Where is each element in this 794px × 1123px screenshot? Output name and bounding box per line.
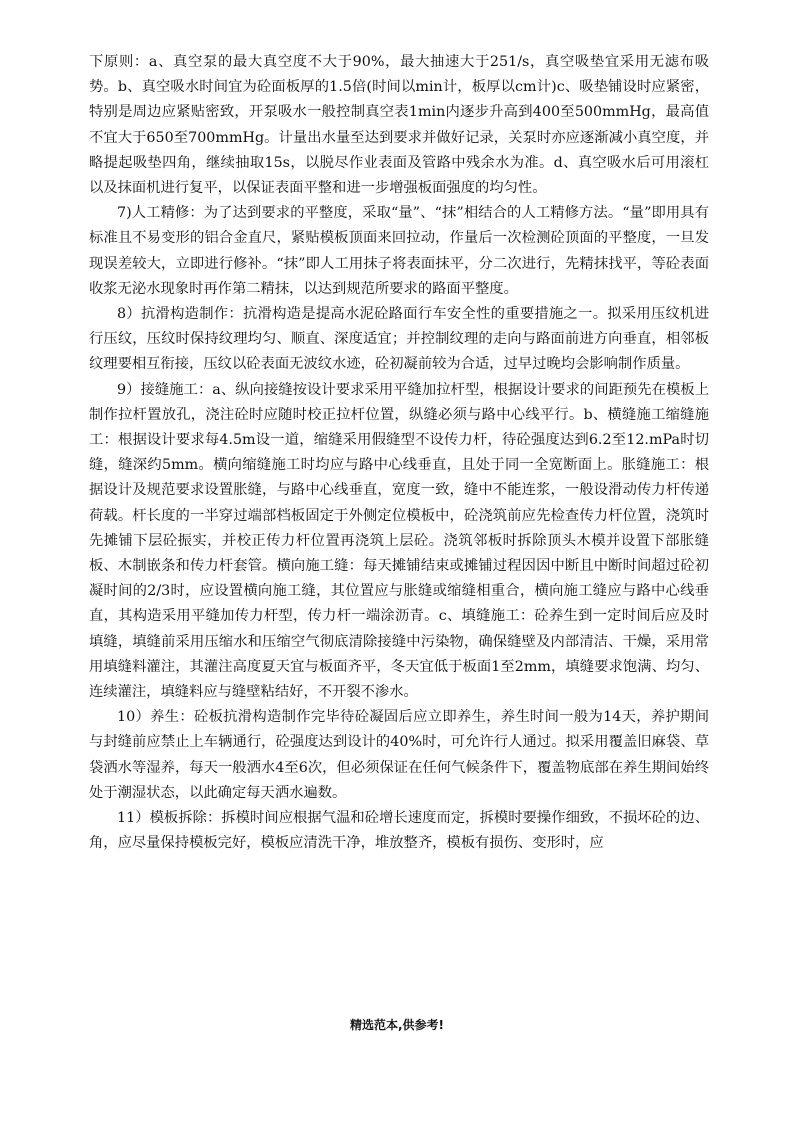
paragraph-joint-construction: 9）接缝施工：a、纵向接缝按设计要求采用平缝加拉杆型，根据设计要求的间距预先在模板上制作拉杆置放孔，浇注砼时应随时校正拉杆位置，纵缝必须与路中心线平行。b、横缝施工缩缝施工：根据设计要求每4.5m设一道，缩缝采用假缝型不设传力杆，待砼强度达到6.2至12.mPa时切缝，缝深约5mm。横向缩缝施工时均应与路中心线垂直，且处于同一全宽断面上。胀缝施工：根据设计及规范要求设置胀缝，与路中心线垂直，宽度一致，缝中不能连浆，一般设滑动传力杆传递荷载。杆长度的一半穿过端部档板固定于外侧定位模板中，砼浇筑前应先检查传力杆位置，浇筑时先摊铺下层砼振实，并校正传力杆位置再浇筑上层砼。浇筑邻板时拆除顶头木模并设置下部胀缝板、木制嵌条和传力杆套管。横向施工缝：每天摊铺结束或摊铺过程因因中断且中断时间超过砼初凝时间的2/3时，应设置横向施工缝，其位置应与胀缝或缩缝相重合，横向施工缝应与路中心线垂直，其构造采用平缝加传力杆型，传力杆一端涂沥青。c、填缝施工：砼养生到一定时间后应及时填缝，填缝前采用压缩水和压缩空气彻底清除接缝中污染物，确保缝壁及内部清洁、干燥，采用常用填缝料灌注，其灌注高度夏天宜与板面齐平，冬天宜低于板面1至2mm，填缝要求饱满、均匀、连续灌注，填缝料应与缝壁粘结好，不开裂不渗水。 [89,381,709,701]
paragraph-vacuum-principles: 下原则：a、真空泵的最大真空度不大于90%，最大抽速大于251/s，真空吸垫宜采用无滤布吸势。b、真空吸水时间宜为砼面板厚的1.5倍(时间以min计，板厚以cm计)c、吸垫铺设时应紧密，特别是周边应紧贴密致，开泵吸水一般控制真空表1min内逐步升高到400至500mmHg，最高值不宜大于650至700mmHg。计量出水量至达到要求并做好记录，关泵时亦应逐渐减小真空度，并略提起吸垫四角，继续抽取15s，以脱尽作业表面及管路中残余水为准。d、真空吸水后可用滚杠以及抹面机进行复平，以保证表面平整和进一步增强板面强度的均匀性。 [89,54,709,197]
paragraph-manual-finishing: 7)人工精修：为了达到要求的平整度，采取“量”、“抹”相结合的人工精修方法。“量”即用具有标准且不易变形的铝合金直尺，紧贴模板顶面来回拉动，作量后一次检测砼顶面的平整度，一旦发现误差较大，立即进行修补。“抹”即人工用抹子将表面抹平，分二次进行，先精抹找平，等砼表面收浆无泌水现象时再作第二精抹，以达到规范所要求的路面平整度。 [89,205,709,297]
page-footer: 精选范本,供参考! [349,1018,445,1032]
document-body [89,50,709,857]
paragraph-curing: 10）养生：砼板抗滑构造制作完毕待砼凝固后应立即养生，养生时间一般为14天，养护期间与封缝前应禁止上车辆通行，砼强度达到设计的40%时，可允许行人通过。拟采用覆盖旧麻袋、草袋洒水等湿养，每天一般洒水4至6次，但必须保证在任何气候条件下，覆盖物底部在养生期间始终处于潮湿状态，以此确定每天洒水遍数。 [89,709,709,801]
paragraph-anti-skid: 8）抗滑构造制作：抗滑构造是提高水泥砼路面行车安全性的重要措施之一。拟采用压纹机进行压纹，压纹时保持纹理均匀、顺直、深度适宜；并控制纹理的走向与路面前进方向垂直，相邻板纹理要相互衔接，压纹以砼表面无波纹水迹，砼初凝前较为合适，过早过晚均会影响制作质量。 [89,306,709,373]
paragraph-formwork-removal: 11）模板拆除：拆模时间应根据气温和砼增长速度而定，拆模时要操作细致，不损坏砼的边、角，应尽量保持模板完好，模板应清洗干净，堆放整齐，模板有损伤、变形时，应 [89,810,709,852]
